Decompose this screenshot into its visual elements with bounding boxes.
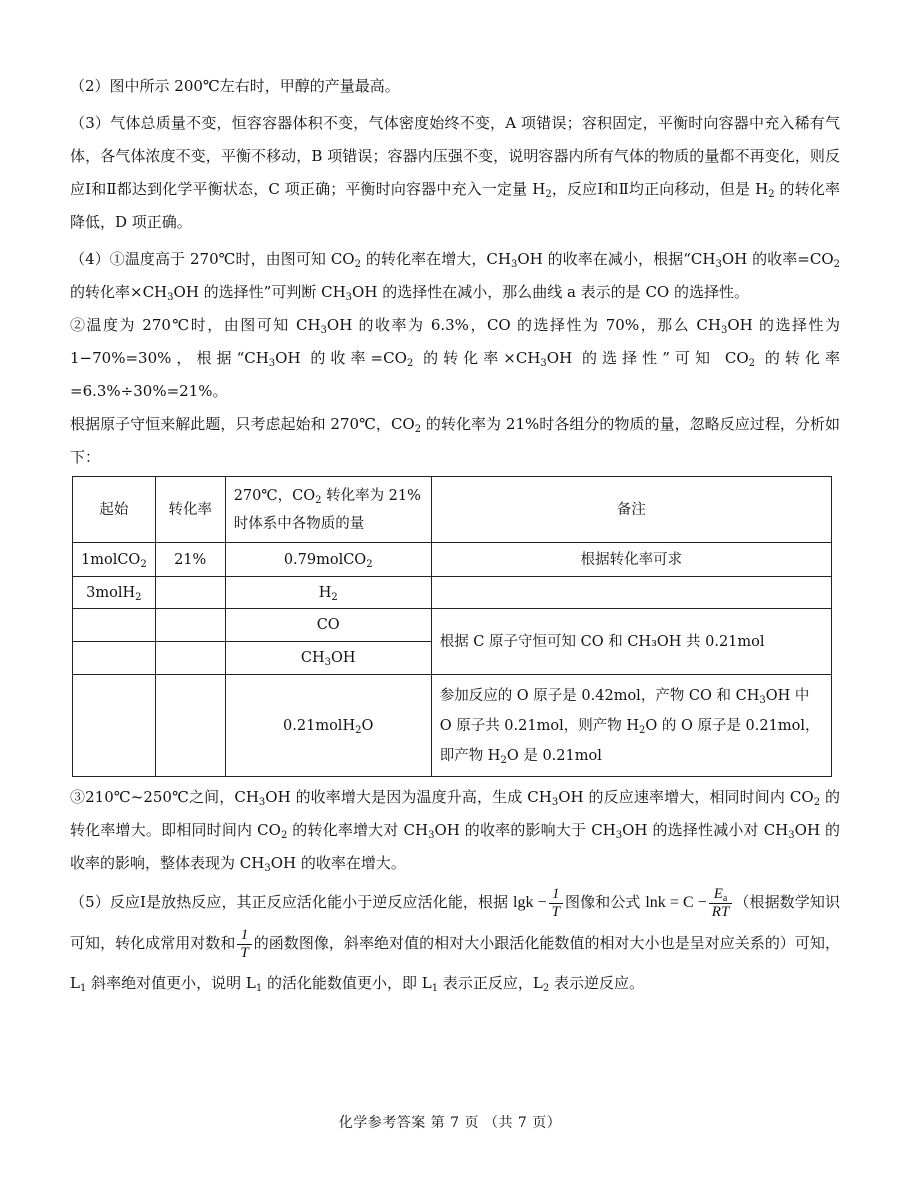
cell [155,577,225,609]
subscript: 3 [258,797,266,808]
table-row [73,577,832,609]
text: 3molH [86,584,136,601]
text: ，反应Ⅰ和Ⅱ均正向移动，但是 H [551,180,769,198]
text: 斜率绝对值更小，说明 L [86,974,256,992]
subscript: 3 [268,358,276,369]
subscript: 3 [320,325,327,336]
subscript: 2 [833,259,841,270]
text: OH 中 O 原子共 0.21mol，则产物 H [439,687,810,734]
cell [155,675,225,777]
cell [73,675,156,777]
cell [225,642,431,675]
cell [73,642,156,675]
subscript: 2 [315,494,322,506]
paragraph-q5 [70,882,840,1003]
subscript: 3 [715,259,722,270]
subscript: 3 [615,830,623,841]
text: O 的 O 原子是 0.21mol，即产物 H [439,717,820,764]
formula-lgk [513,886,565,920]
table-row [73,609,832,642]
fraction-1-over-T [549,886,563,920]
subscript: 2 [638,724,646,736]
formula-text: lgk − [513,894,547,911]
cell [431,577,831,609]
subscript: 2 [331,591,338,603]
header-start: 起始 [73,477,156,543]
subscript: 2 [414,424,422,435]
text: 的转化率降低，D 项正确。 [70,180,840,231]
subscript: 3 [264,863,271,874]
text: 的转化率=6.3%÷30%=21%。 [70,349,840,400]
paragraph-q4-3 [70,781,840,880]
subscript: 1 [431,983,439,994]
analysis-table [72,476,832,777]
cell [73,577,156,609]
cell: 根据 C 原子守恒可知 CO 和 CH₃OH 共 0.21mol [431,609,831,675]
text: OH 的反应速率增大，相同时间内 CO [558,788,814,806]
cell [73,609,156,642]
text: 表示正反应，L [438,974,543,992]
formula-text: lnk = C − [645,894,707,911]
subscript: 2 [545,189,552,200]
text: 0.21molH [283,717,356,734]
text: 时体系中各物质的量 [233,515,365,532]
text: OH 的收率=CO [275,349,407,367]
subscript: 3 [324,657,331,668]
cell [225,543,431,577]
subscript: 2 [354,259,361,270]
text: O 是 0.21mol [506,747,602,764]
text: 的函数图像，斜率绝对值的相对大小跟活化能数值的相对大小也是呈对应关系的）可知，L [70,934,840,992]
text: ③210℃~250℃之间，CH [70,788,259,806]
subscript: 2 [500,754,507,766]
text: OH 的收率为 6.3%，CO 的选择性为 70%，那么 CH [326,316,721,334]
text: 的转化率为 21%时各组分的物质的量，忽略反应过程，分析如下： [70,415,840,466]
cell [73,543,156,577]
fraction-Ea-over-RT [709,886,733,920]
header-remarks: 备注 [431,477,831,543]
text: OH 的选择性”可知 CO [546,349,749,367]
text: 的转化率增大对 CH [287,821,429,839]
text: OH 的收率的影响，整体表现为 CH [70,821,840,872]
text: 0.79molCO [283,551,367,568]
subscript: 2 [748,358,756,369]
denominator: T [240,944,249,961]
paragraph-analysis-intro [70,408,840,474]
text: 表示逆反应。 [549,974,644,992]
text: （2）图中所示 200℃左右时，甲醇的产量最高。 [70,77,400,95]
text: 的活化能数值更小，即 L [262,974,432,992]
text: （根据数学知识可知，转化成常用对数和 [70,893,840,952]
text: ②温度为 270℃时，由图可知 CH [70,316,321,334]
text: （4）①温度高于 270℃时，由图可知 CO [70,250,355,268]
subscript: 3 [510,259,518,270]
text: （5）反应Ⅰ是放热反应，其正反应活化能小于逆反应活化能，根据 [70,893,509,911]
header-conversion: 转化率 [155,477,225,543]
subscript: 3 [540,358,547,369]
numerator: 1 [237,927,251,945]
text: OH 的收率增大是因为温度升高，生成 CH [265,788,552,806]
fraction-1-over-T [237,927,251,961]
subscript: 2 [813,797,821,808]
cell [225,577,431,609]
formula-lnk [645,886,734,920]
text: OH [330,650,356,666]
text: OH 的收率在增大。 [270,854,406,872]
subscript: 2 [366,558,373,570]
table-row [73,543,832,577]
numerator: 1 [549,886,563,904]
paragraph-q3 [70,107,840,239]
page-footer: 化学参考答案 第 7 页 （共 7 页） [338,1115,562,1131]
cell [225,675,431,777]
text: 转化率为 21% [321,487,421,504]
denominator: T [551,903,560,920]
text: 的转化率增大。即相同时间内 CO [70,788,840,839]
text: OH 的选择性减小对 CH [622,821,789,839]
text: OH 的收率=CO [721,250,834,268]
answer-page [70,70,840,1003]
subscript: 2 [355,724,362,736]
subscript: 3 [428,830,435,841]
subscript: 3 [759,694,766,706]
subscript: 2 [135,591,142,603]
text: OH 的收率的影响大于 CH [434,821,616,839]
text: OH 的收率在减小，根据“CH [517,250,716,268]
text: 270℃，CO [233,487,316,504]
text: OH 的选择性在减小，那么曲线 a 表示的是 CO 的选择性。 [352,283,749,301]
text: 的转化率×CH [413,349,541,367]
subscript: 3 [788,830,795,841]
header-amounts [225,477,431,543]
subscript: 2 [140,558,147,570]
cell: 根据转化率可求 [431,543,831,577]
cell [431,675,831,777]
text: CH [300,650,325,666]
text: OH 的选择性为 1−70%=30%，根据“CH [70,316,840,367]
table-header-row [73,477,832,543]
cell: 21% [155,543,225,577]
subscript: 3 [720,325,728,336]
text: O [361,717,374,734]
denominator: RT [711,903,730,920]
paragraph-q4-2 [70,309,840,408]
table-row [73,675,832,777]
text: H [318,584,332,601]
subscript: a [722,893,728,905]
subscript: 3 [167,292,174,303]
cell [155,609,225,642]
subscript: 1 [79,983,87,994]
text: 参加反应的 O 原子是 0.42mol，产物 CO 和 CH [439,687,760,704]
ea-symbol: E [713,886,723,903]
cell [155,642,225,675]
text: 根据原子守恒来解此题，只考虑起始和 270℃，CO [70,415,415,433]
numerator [709,886,733,904]
subscript: 3 [345,292,353,303]
subscript: 2 [280,830,288,841]
subscript: 2 [768,189,775,200]
subscript: 3 [551,797,559,808]
text: 1molCO [81,551,141,568]
paragraph-q4-1 [70,243,840,309]
text: OH 的选择性”可判断 CH [173,283,346,301]
subscript: 2 [406,358,414,369]
text: 的转化率在增大，CH [360,250,511,268]
text: （3）气体总质量不变，恒容容器体积不变，气体密度始终不变，A 项错误；容积固定，平衡时向容器中充入稀有气体，各气体浓度不变，平衡不移动，B 项错误；容器内压强不变，说明容器内所有气体的物质的量都不再变化，则反应Ⅰ和Ⅱ都达到化学平衡状态，C 项正确；平衡时向容器中充入一定量 H [70,114,840,198]
subscript: 2 [542,983,550,994]
cell: CO [225,609,431,642]
text: 图像和公式 [564,893,641,911]
paragraph-q2 [70,70,840,103]
text: 的转化率×CH [70,283,168,301]
subscript: 1 [255,983,263,994]
